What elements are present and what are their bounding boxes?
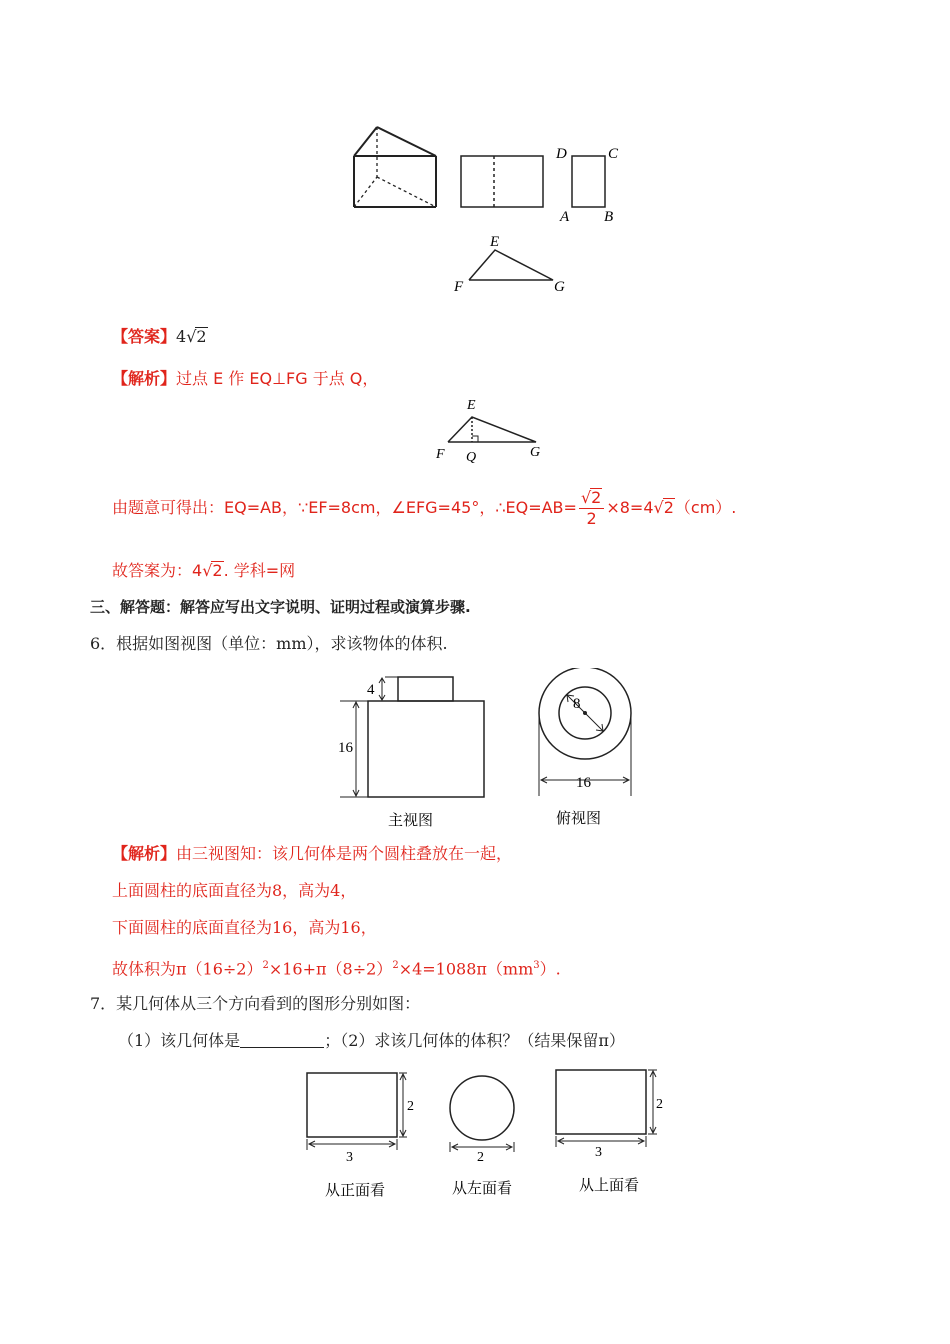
triangle-efq-figure	[430, 392, 560, 464]
analysis-line-2: 由题意可得出：EQ=AB，∵EF=8cm，∠EFG=45°，∴EQ=AB= $\frac{√2}{2}$ ×8=4√2（cm）.	[112, 488, 737, 528]
question-6: 6．根据如图视图（单位：mm），求该物体的体积.	[90, 634, 448, 653]
analysis-line-1	[112, 368, 378, 390]
answer-line	[112, 326, 208, 348]
q7-caption-front: 从正面看	[325, 1181, 386, 1199]
answer-radicand: 2	[196, 327, 207, 346]
dim-16-bottom: 16	[576, 775, 591, 791]
analysis-line-3: 故答案为：4√2. 学科=网	[112, 561, 296, 580]
q7-caption-top: 从上面看	[579, 1176, 640, 1194]
q7-front-w: 3	[346, 1150, 353, 1165]
question-7: 7．某几何体从三个方向看到的图形分别如图：	[90, 994, 421, 1013]
q6-l4-c: ×4=1088π（mm	[398, 959, 534, 979]
answer-blank[interactable]	[240, 1031, 324, 1048]
triangular-prism	[354, 127, 436, 207]
analysis-text: 过点 E 作 EQ⊥FG 于点 Q，	[176, 369, 379, 388]
analysis-label: 【解析】	[112, 369, 177, 388]
q6-analysis-4	[112, 955, 561, 980]
label-A: A	[560, 209, 570, 225]
answer-label: 【答案】	[112, 327, 177, 346]
answer-coef: 4	[176, 327, 187, 346]
triangle-efg	[469, 250, 553, 280]
label-Q2: Q	[466, 450, 477, 464]
label-E: E	[490, 234, 500, 250]
q6-analysis-2: 上面圆柱的底面直径为8，高为4，	[112, 881, 357, 900]
caption-top-view: 俯视图	[556, 809, 602, 827]
analysis-line3-root: 2	[212, 561, 223, 580]
label-D: D	[556, 146, 567, 162]
q7-three-views	[295, 1062, 675, 1207]
q6-l4-d: ）.	[539, 959, 561, 979]
sqrt-symbol: √	[186, 327, 197, 346]
q7-top-w: 3	[595, 1145, 602, 1160]
frac-denominator: 2	[586, 509, 597, 528]
sup-2b: 2	[392, 960, 399, 971]
label-G: G	[554, 279, 565, 295]
question-7-subparts	[118, 1030, 625, 1052]
section-3-title: 三、解答题：解答应写出文字说明、证明过程或演算步骤.	[90, 598, 471, 616]
label-F: F	[454, 279, 464, 295]
q6-analysis-1	[112, 843, 512, 865]
label-G2: G	[530, 445, 541, 460]
sup-3: 3	[533, 960, 540, 971]
sup-2a: 2	[262, 960, 269, 971]
analysis-line2-a: 由题意可得出：EQ=AB，∵EF=8cm，∠EFG=45°，∴EQ=AB=	[112, 498, 577, 517]
label-B: B	[604, 209, 614, 225]
q6-l4-b: ×16+π（8÷2）	[268, 959, 393, 979]
dim-16-left: 16	[338, 740, 353, 756]
analysis-line3-b: . 学科=网	[223, 561, 296, 580]
label-F2: F	[436, 447, 445, 462]
q6-l4-a: 故体积为π（16÷2）	[112, 959, 263, 979]
q7-front-h: 2	[407, 1099, 414, 1114]
caption-front-view: 主视图	[388, 811, 434, 829]
front-view-rect	[461, 156, 543, 207]
q6-top-view	[530, 668, 650, 835]
prism-three-view-figure	[340, 120, 640, 300]
label-E2: E	[467, 398, 476, 413]
dim-4: 4	[367, 682, 375, 698]
label-C: C	[608, 146, 619, 162]
q7-sub1-end: ；（2）求该几何体的体积？（结果保留π）	[324, 1031, 625, 1050]
dim-8: 8	[573, 696, 581, 712]
q6-front-view	[330, 670, 500, 835]
analysis-line2-root: 2	[663, 498, 674, 517]
q7-sub1: （1）该几何体是	[118, 1031, 241, 1050]
q7-caption-left: 从左面看	[452, 1179, 513, 1197]
q6-analysis-label: 【解析】	[112, 844, 177, 863]
analysis-line2-b: ×8=4	[606, 498, 654, 517]
frac-numerator: 2	[591, 488, 602, 507]
q7-top-h: 2	[656, 1097, 663, 1112]
side-view-rect	[572, 156, 605, 207]
q7-left-d: 2	[477, 1150, 484, 1165]
q6-analysis-l1: 由三视图知：该几何体是两个圆柱叠放在一起，	[176, 844, 513, 863]
analysis-line2-c: （cm）.	[674, 498, 737, 517]
analysis-line3-a: 故答案为：4	[112, 561, 203, 580]
q6-analysis-3: 下面圆柱的底面直径为16，高为16，	[112, 918, 377, 937]
fraction-sqrt2-over-2: $\frac{√2}{2}$	[579, 488, 604, 529]
